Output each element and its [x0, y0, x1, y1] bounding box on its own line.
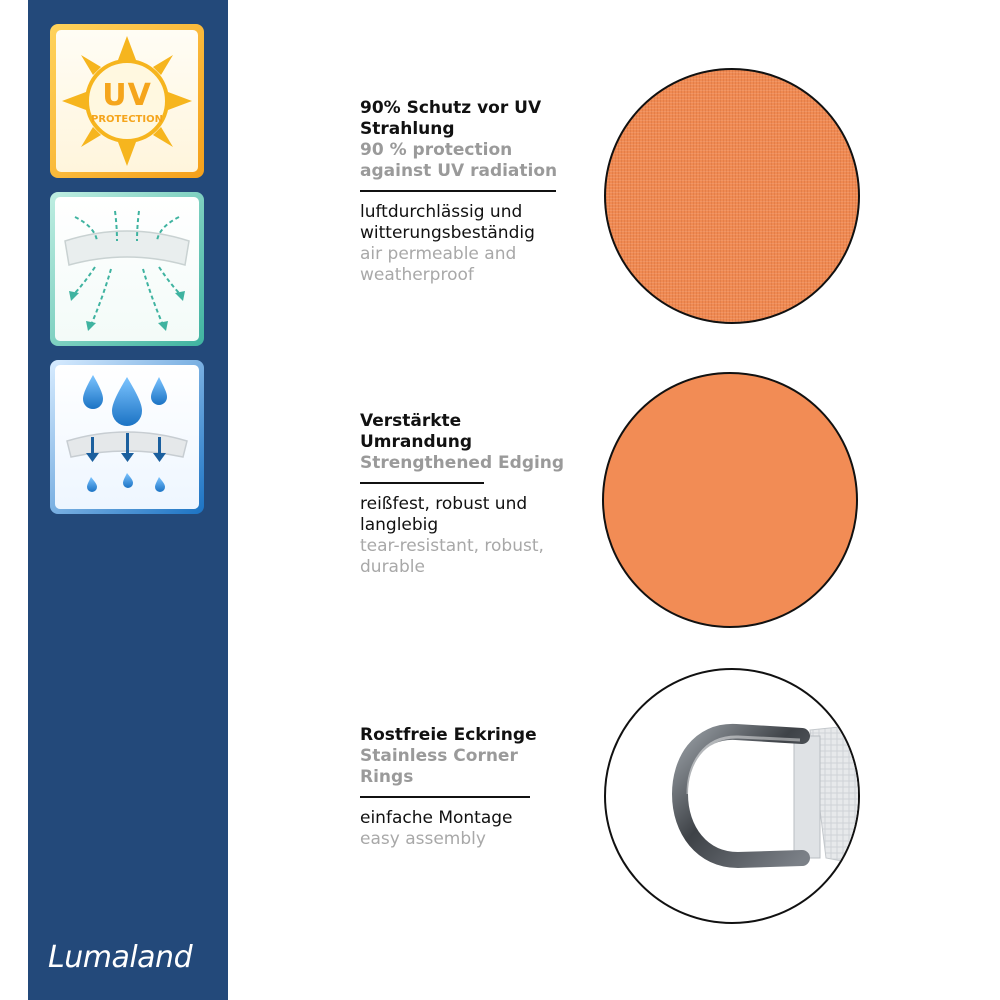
brand-sidebar — [28, 0, 228, 1000]
feature-divider — [360, 796, 530, 798]
feature-title-en: Stainless Corner Rings — [360, 746, 518, 787]
feature-divider — [360, 482, 484, 484]
air-permeable-badge — [50, 192, 204, 346]
airflow-icon — [55, 197, 199, 341]
feature-title-de: Rostfreie Eckringe — [360, 725, 537, 745]
feature-uv-protection — [360, 98, 570, 286]
feature-title-de: 90% Schutz vor UV Strahlung — [360, 98, 542, 139]
corner-ring-image — [604, 668, 860, 924]
feature-desc-en: easy assembly — [360, 829, 486, 849]
raindrops-icon — [55, 365, 199, 509]
feature-desc-de: einfache Montage — [360, 808, 513, 828]
uv-protection-label: PROTECTION — [91, 114, 163, 125]
uv-protection-badge — [50, 24, 204, 178]
edging-detail-image — [602, 372, 858, 628]
feature-strengthened-edging — [360, 411, 570, 578]
feature-desc-de: reißfest, robust und langlebig — [360, 494, 528, 535]
feature-title-de: Verstärkte Umrandung — [360, 411, 473, 452]
fabric-texture-image — [604, 68, 860, 324]
feature-title-en: Strengthened Edging — [360, 453, 565, 473]
weatherproof-badge — [50, 360, 204, 514]
d-ring-icon — [606, 670, 858, 922]
feature-title-en: 90 % protection against UV radiation — [360, 140, 558, 181]
feature-corner-rings — [360, 725, 570, 850]
uv-label: UV — [102, 78, 152, 113]
feature-divider — [360, 190, 556, 192]
brand-logo: Lumaland — [48, 940, 193, 975]
feature-desc-en: air permeable and weatherproof — [360, 244, 517, 285]
feature-desc-en: tear-resistant, robust, durable — [360, 536, 544, 577]
feature-desc-de: luftdurchlässig und witterungsbeständig — [360, 202, 535, 243]
